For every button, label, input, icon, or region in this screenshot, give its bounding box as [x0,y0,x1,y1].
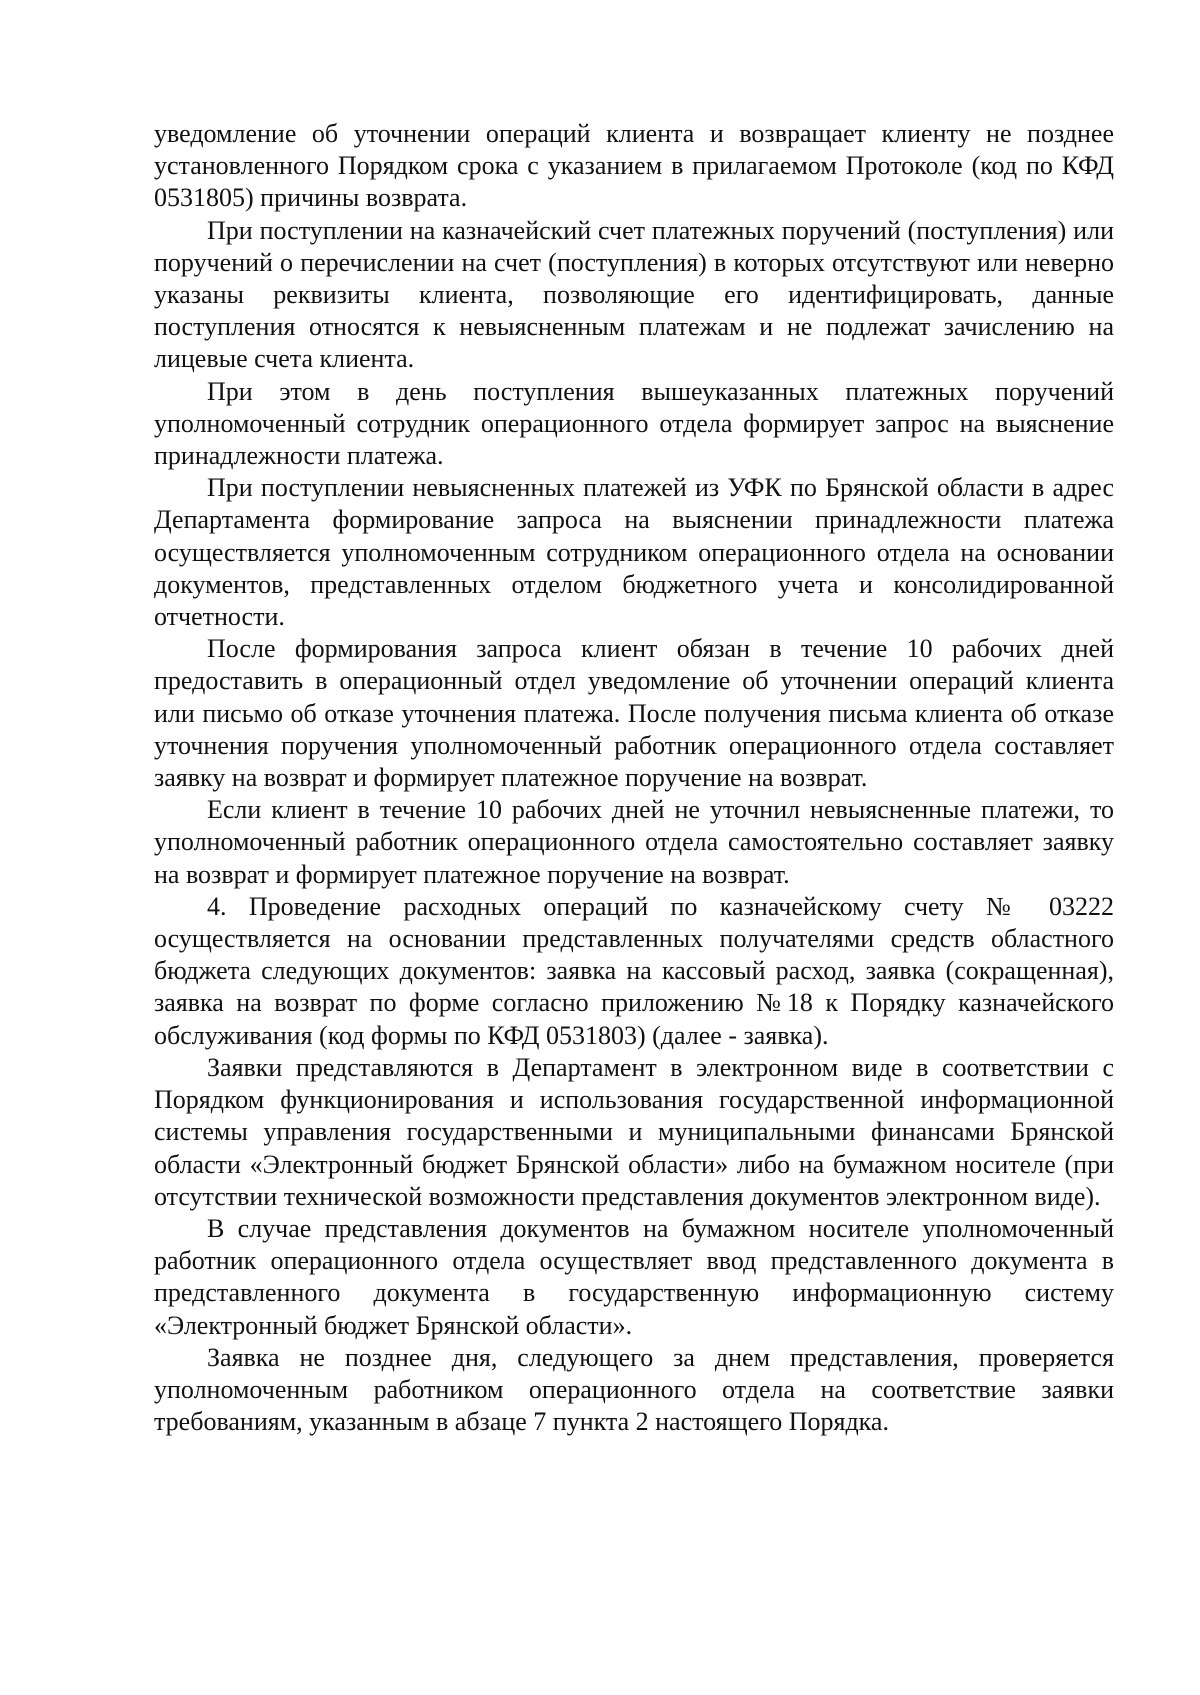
paragraph-2: При поступлении на казначейский счет платежных поручений (поступления) или поручений о перечислении на счет (поступления) в которых отсутствуют или неверно указаны реквизиты клиента, позволяющие его идентифицировать, данные поступления относятся к невыясненным платежам и не подлежат зачислению на лицевые счета клиента. [154,215,1114,374]
paragraph-3: При этом в день поступления вышеуказанных платежных поручений уполномоченный сотрудник операционного отдела формирует запрос на выяснение принадлежности платежа. [154,376,1114,471]
paragraph-10: Заявка не позднее дня, следующего за днем представления, проверяется уполномоченным работником операционного отдела на соответствие заявки требованиям, указанным в абзаце 7 пункта 2 настоящего Порядка. [154,1342,1114,1437]
paragraph-7: 4. Проведение расходных операций по казначейскому счету № 03222 осуществляется на основании представленных получателями средств областного бюджета следующих документов: заявка на кассовый расход, заявка (сокращенная), заявка на возврат по форме согласно приложению №18 к Порядку казначейского обслуживания (код формы по КФД 0531803) (далее - заявка). [154,891,1114,1050]
paragraph-4: При поступлении невыясненных платежей из УФК по Брянской области в адрес Департамента формирование запроса на выяснении принадлежности платежа осуществляется уполномоченным сотрудником операционного отдела на основании документов, представленных отделом бюджетного учета и консолидированной отчетности. [154,473,1114,632]
paragraph-8: Заявки представляются в Департамент в электронном виде в соответствии с Порядком функционирования и использования государственной информационной системы управления государственными и муниципальными финансами Брянской области «Электронный бюджет Брянской области» либо на бумажном носителе (при отсутствии технической возможности представления документов электронном виде). [154,1052,1114,1211]
paragraph-5: После формирования запроса клиент обязан в течение 10 рабочих дней предоставить в операционный отдел уведомление об уточнении операций клиента или письмо об отказе уточнения платежа. После получения письма клиента об отказе уточнения поручения уполномоченный работник операционного отдела составляет заявку на возврат и формирует платежное поручение на возврат. [154,634,1114,793]
document-body [154,118,1114,1438]
paragraph-9: В случае представления документов на бумажном носителе уполномоченный работник операционного отдела осуществляет ввод представленного документа в представленного документа в государственную информационную систему «Электронный бюджет Брянской области». [154,1213,1114,1340]
paragraph-1: уведомление об уточнении операций клиента и возвращает клиенту не позднее установленного Порядком срока с указанием в прилагаемом Протоколе (код по КФД 0531805) причины возврата. [154,119,1114,213]
paragraph-6: Если клиент в течение 10 рабочих дней не уточнил невыясненные платежи, то уполномоченный работник операционного отдела самостоятельно составляет заявку на возврат и формирует платежное поручение на возврат. [154,795,1114,889]
